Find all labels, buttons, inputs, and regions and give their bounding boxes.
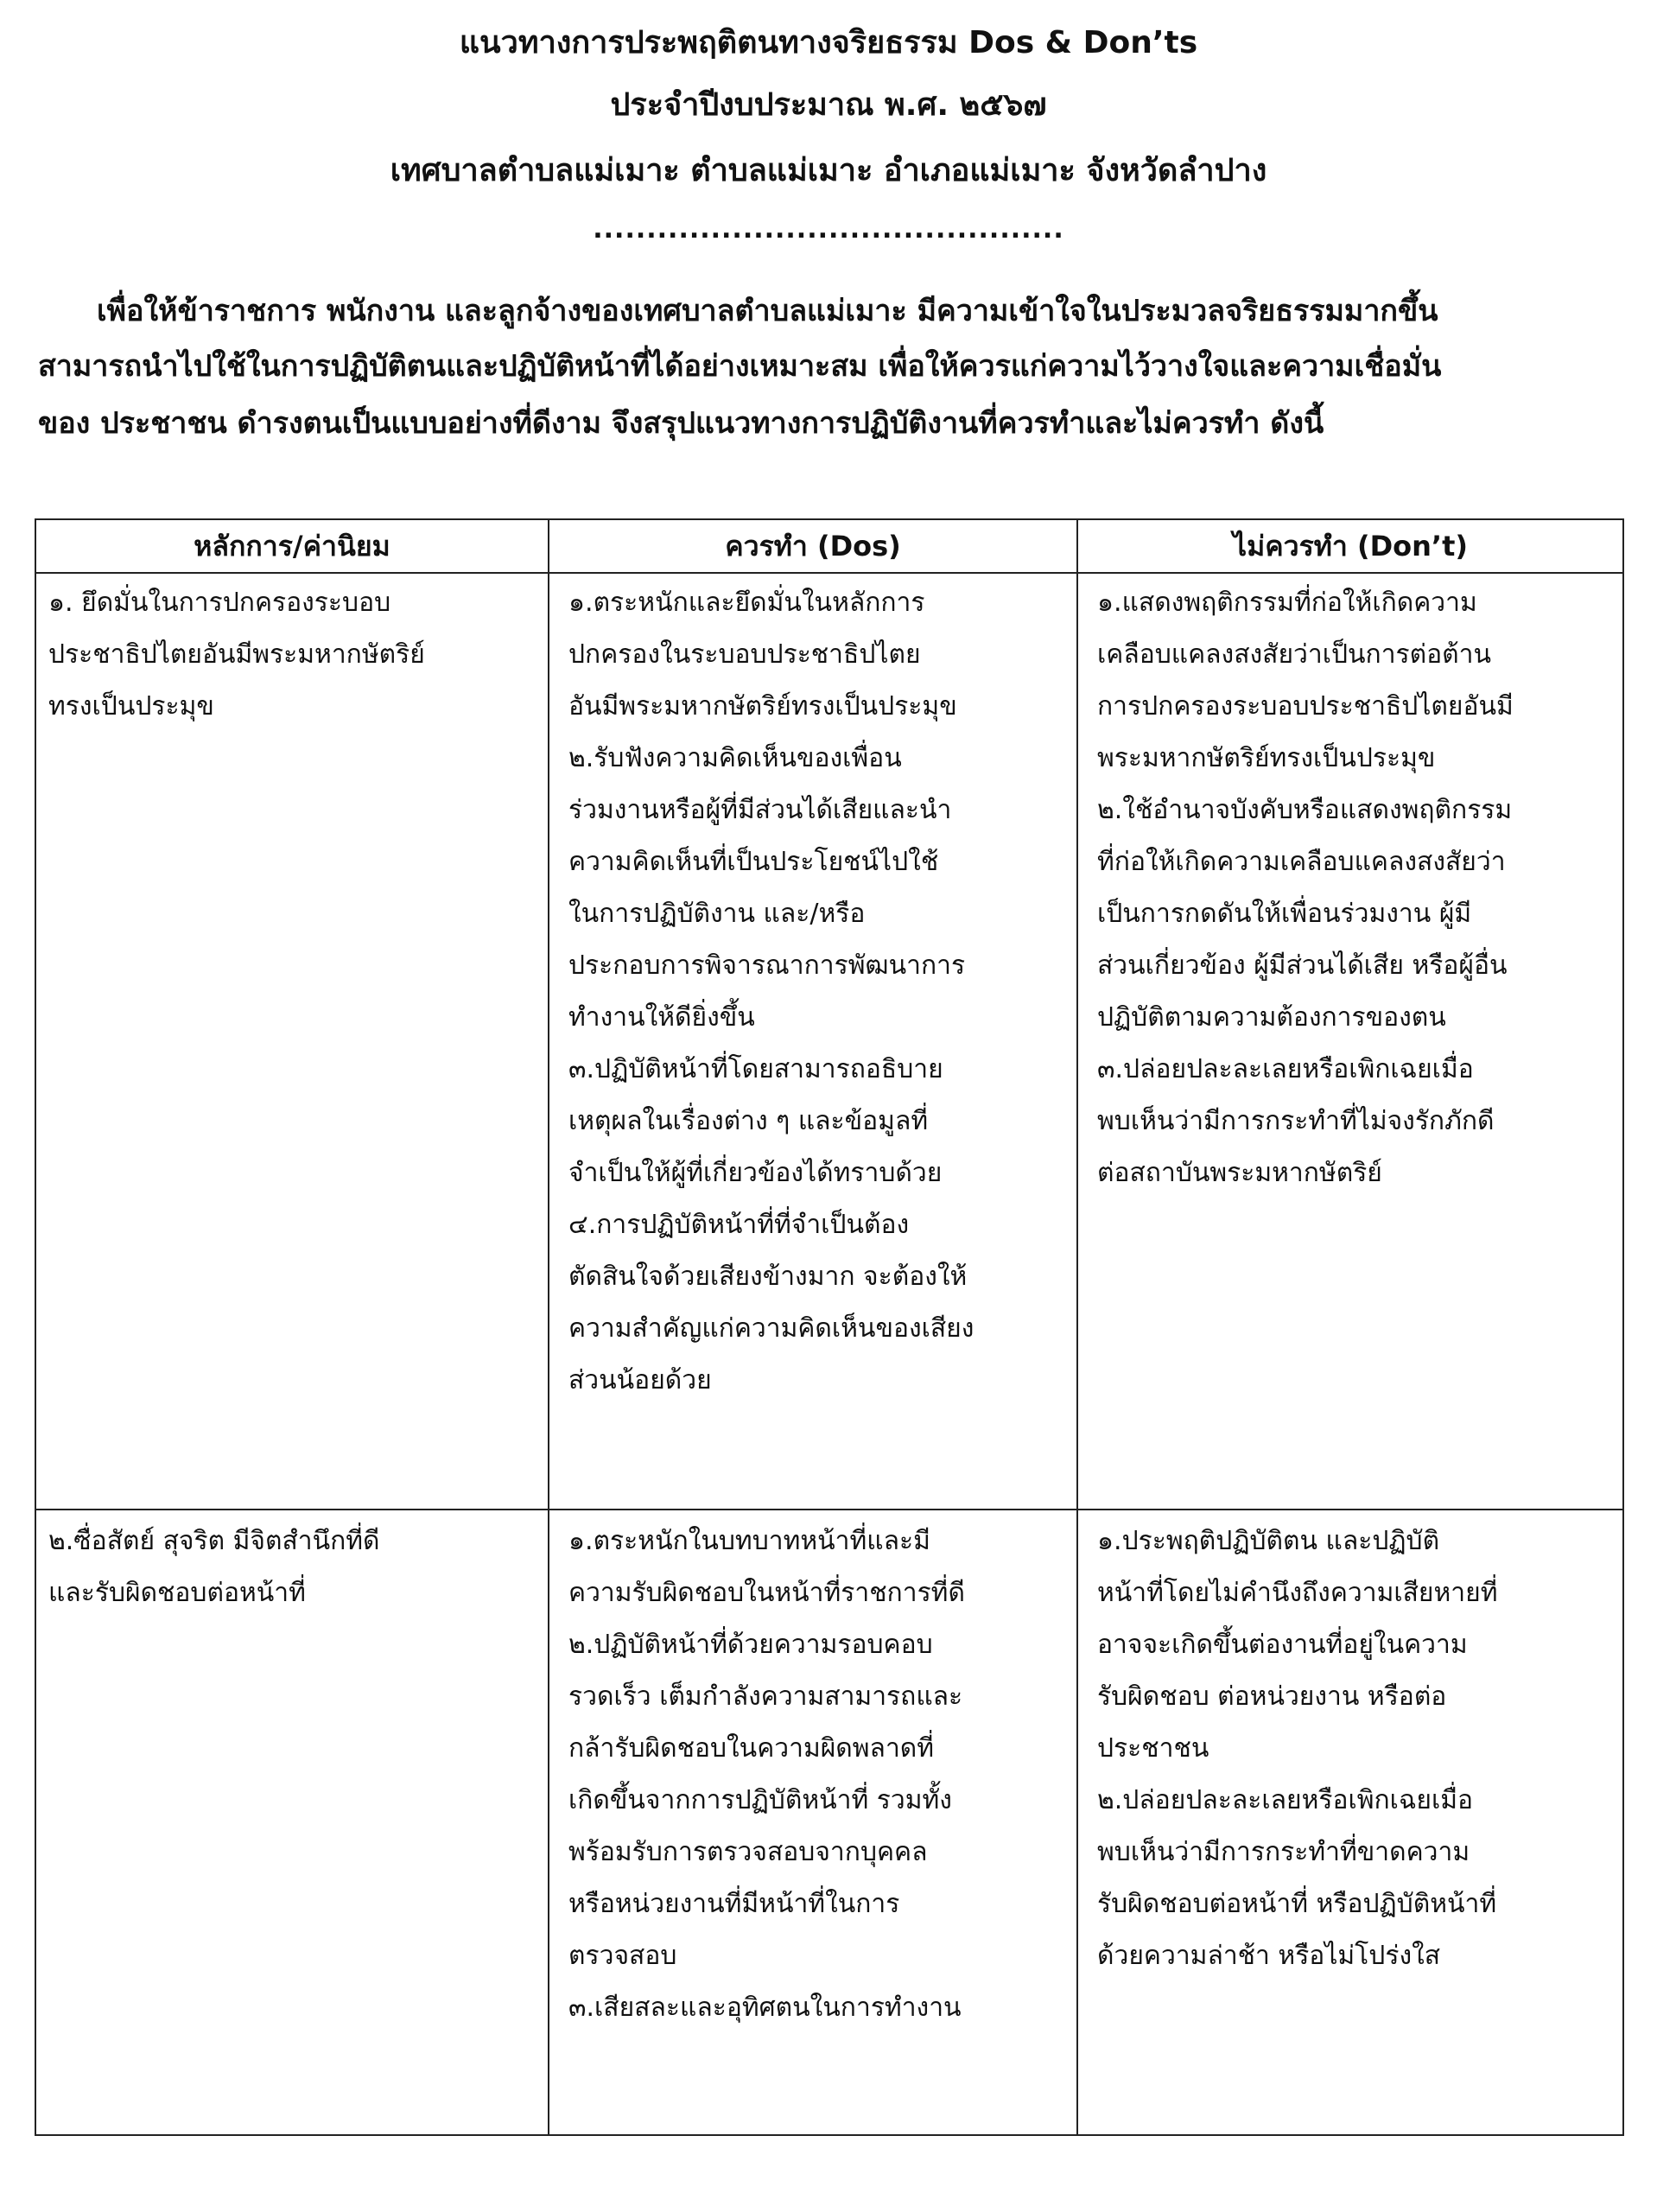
cell-text-line: ๔.การปฏิบัติหน้าที่ที่จำเป็นต้อง xyxy=(568,1210,910,1240)
cell-text-line: หน้าที่โดยไม่คำนึงถึงความเสียหายที่ xyxy=(1097,1578,1498,1608)
cell-text-line: ความคิดเห็นที่เป็นประโยชน์ไปใช้ xyxy=(568,847,939,877)
cell-text-line: เป็นการกดดันให้เพื่อนร่วมงาน ผู้มี xyxy=(1097,899,1472,929)
cell-text-line: ๒.ซื่อสัตย์ สุจริต มีจิตสำนึกที่ดี xyxy=(48,1526,380,1556)
cell-text-line: ตัดสินใจด้วยเสียงข้างมาก จะต้องให้ xyxy=(568,1262,968,1292)
cell-text-line: ๒.ปฏิบัติหน้าที่ด้วยความรอบคอบ xyxy=(568,1630,933,1660)
cell-text-line: ร่วมงานหรือผู้ที่มีส่วนได้เสียและนำ xyxy=(568,795,952,825)
row2-dos-cell xyxy=(568,1516,965,2034)
cell-text-line: ประชาธิปไตยอันมีพระมหากษัตริย์ xyxy=(48,639,425,670)
cell-text-line: ๑. ยึดมั่นในการปกครองระบอบ xyxy=(48,588,391,618)
cell-text-line: เคลือบแคลงสงสัยว่าเป็นการต่อต้าน xyxy=(1097,639,1492,670)
row2-donts-cell xyxy=(1097,1516,1497,1982)
cell-text-line: ตรวจสอบ xyxy=(568,1941,677,1971)
column-divider xyxy=(548,520,549,2134)
row-divider xyxy=(36,1509,1622,1510)
cell-text-line: ๑.ตระหนักในบทบาทหน้าที่และมี xyxy=(568,1526,930,1556)
cell-text-line: รวดเร็ว เต็มกำลังความสามารถและ xyxy=(568,1681,963,1712)
cell-text-line: ความสำคัญแก่ความคิดเห็นของเสียง xyxy=(568,1313,975,1344)
title-separator: ............................................ xyxy=(593,214,1064,245)
row2-principle-cell xyxy=(48,1516,380,1619)
column-divider xyxy=(1076,520,1078,2134)
cell-text-line: ๓.เสียสละและอุทิศตนในการทำงาน xyxy=(568,1993,962,2023)
cell-text-line: หรือหน่วยงานที่มีหน้าที่ในการ xyxy=(568,1889,900,1919)
cell-text-line: ปกครองในระบอบประชาธิปไตย xyxy=(568,639,921,670)
cell-text-line: ที่ก่อให้เกิดความเคลือบแคลงสงสัยว่า xyxy=(1097,847,1506,877)
table-header-row xyxy=(36,520,1622,574)
cell-text-line: ส่วนเกี่ยวข้อง ผู้มีส่วนได้เสีย หรือผู้อื่น xyxy=(1097,950,1508,981)
cell-text-line: ๒.ใช้อำนาจบังคับหรือแสดงพฤติกรรม xyxy=(1097,795,1513,825)
cell-text-line: พระมหากษัตริย์ทรงเป็นประมุข xyxy=(1097,743,1436,773)
cell-text-line: รับผิดชอบต่อหน้าที่ หรือปฏิบัติหน้าที่ xyxy=(1097,1889,1497,1919)
cell-text-line: ๑.แสดงพฤติกรรมที่ก่อให้เกิดความ xyxy=(1097,588,1477,618)
cell-text-line: การปกครองระบอบประชาธิปไตยอันมี xyxy=(1097,691,1514,721)
cell-text-line: พบเห็นว่ามีการกระทำที่ไม่จงรักภักดี xyxy=(1097,1106,1495,1136)
intro-line-2: สามารถนำไปใช้ในการปฏิบัติตนและปฏิบัติหน้าที่ได้อย่างเหมาะสม เพื่อให้ควรแก่ความไว้วางใจและความเชื่อมั่น xyxy=(38,349,1442,384)
cell-text-line: ทรงเป็นประมุข xyxy=(48,691,214,721)
header-principle: หลักการ/ค่านิยม xyxy=(194,530,390,563)
cell-text-line: ๒.ปล่อยปละละเลยหรือเพิกเฉยเมื่อ xyxy=(1097,1785,1473,1815)
header-dos: ควรทำ (Dos) xyxy=(725,530,901,563)
cell-text-line: ประชาชน xyxy=(1097,1733,1209,1764)
dos-donts-table xyxy=(35,518,1624,2136)
cell-text-line: กล้ารับผิดชอบในความผิดพลาดที่ xyxy=(568,1733,935,1764)
intro-line-1: เพื่อให้ข้าราชการ พนักงาน และลูกจ้างของเทศบาลตำบลแม่เมาะ มีความเข้าใจในประมวลจริยธรรมมากขึ้น xyxy=(97,294,1438,328)
header-donts: ไม่ควรทำ (Don’t) xyxy=(1233,530,1468,563)
cell-text-line: และรับผิดชอบต่อหน้าที่ xyxy=(48,1578,306,1608)
cell-text-line: เกิดขึ้นจากการปฏิบัติหน้าที่ รวมทั้ง xyxy=(568,1785,952,1815)
cell-text-line: ปฏิบัติตามความต้องการของตน xyxy=(1097,1002,1446,1033)
cell-text-line: ทำงานให้ดียิ่งขึ้น xyxy=(568,1002,755,1033)
cell-text-line: ต่อสถาบันพระมหากษัตริย์ xyxy=(1097,1158,1382,1188)
cell-text-line: ๑.ประพฤติปฏิบัติตน และปฏิบัติ xyxy=(1097,1526,1440,1556)
cell-text-line: พบเห็นว่ามีการกระทำที่ขาดความ xyxy=(1097,1837,1470,1867)
row1-donts-cell xyxy=(1097,577,1514,1199)
cell-text-line: ด้วยความล่าช้า หรือไม่โปร่งใส xyxy=(1097,1941,1441,1971)
intro-line-3: ของ ประชาชน ดำรงตนเป็นแบบอย่างที่ดีงาม จึงสรุปแนวทางการปฏิบัติงานที่ควรทำและไม่ควรทำ ดังนี้ xyxy=(38,406,1324,441)
document-title: แนวทางการประพฤติตนทางจริยธรรม Dos & Don’ts xyxy=(459,25,1198,60)
row1-dos-cell xyxy=(568,577,974,1407)
cell-text-line: เหตุผลในเรื่องต่าง ๆ และข้อมูลที่ xyxy=(568,1106,929,1136)
cell-text-line: จำเป็นให้ผู้ที่เกี่ยวข้องได้ทราบด้วย xyxy=(568,1158,943,1188)
cell-text-line: ๒.รับฟังความคิดเห็นของเพื่อน xyxy=(568,743,902,773)
cell-text-line: อันมีพระมหากษัตริย์ทรงเป็นประมุข xyxy=(568,691,957,721)
cell-text-line: ความรับผิดชอบในหน้าที่ราชการที่ดี xyxy=(568,1578,965,1608)
cell-text-line: ประกอบการพิจารณาการพัฒนาการ xyxy=(568,950,966,981)
organization-line: เทศบาลตำบลแม่เมาะ ตำบลแม่เมาะ อำเภอแม่เมาะ จังหวัดลำปาง xyxy=(390,153,1267,188)
row1-principle-cell xyxy=(48,577,425,733)
cell-text-line: ในการปฏิบัติงาน และ/หรือ xyxy=(568,899,866,929)
cell-text-line: อาจจะเกิดขึ้นต่องานที่อยู่ในความ xyxy=(1097,1630,1468,1660)
cell-text-line: ๓.ปล่อยปละละเลยหรือเพิกเฉยเมื่อ xyxy=(1097,1054,1474,1084)
cell-text-line: ๓.ปฏิบัติหน้าที่โดยสามารถอธิบาย xyxy=(568,1054,943,1084)
cell-text-line: พร้อมรับการตรวจสอบจากบุคคล xyxy=(568,1837,928,1867)
fiscal-year-line: ประจำปีงบประมาณ พ.ศ. ๒๕๖๗ xyxy=(610,87,1047,123)
cell-text-line: รับผิดชอบ ต่อหน่วยงาน หรือต่อ xyxy=(1097,1681,1447,1712)
cell-text-line: ๑.ตระหนักและยึดมั่นในหลักการ xyxy=(568,588,925,618)
cell-text-line: ส่วนน้อยด้วย xyxy=(568,1365,712,1395)
